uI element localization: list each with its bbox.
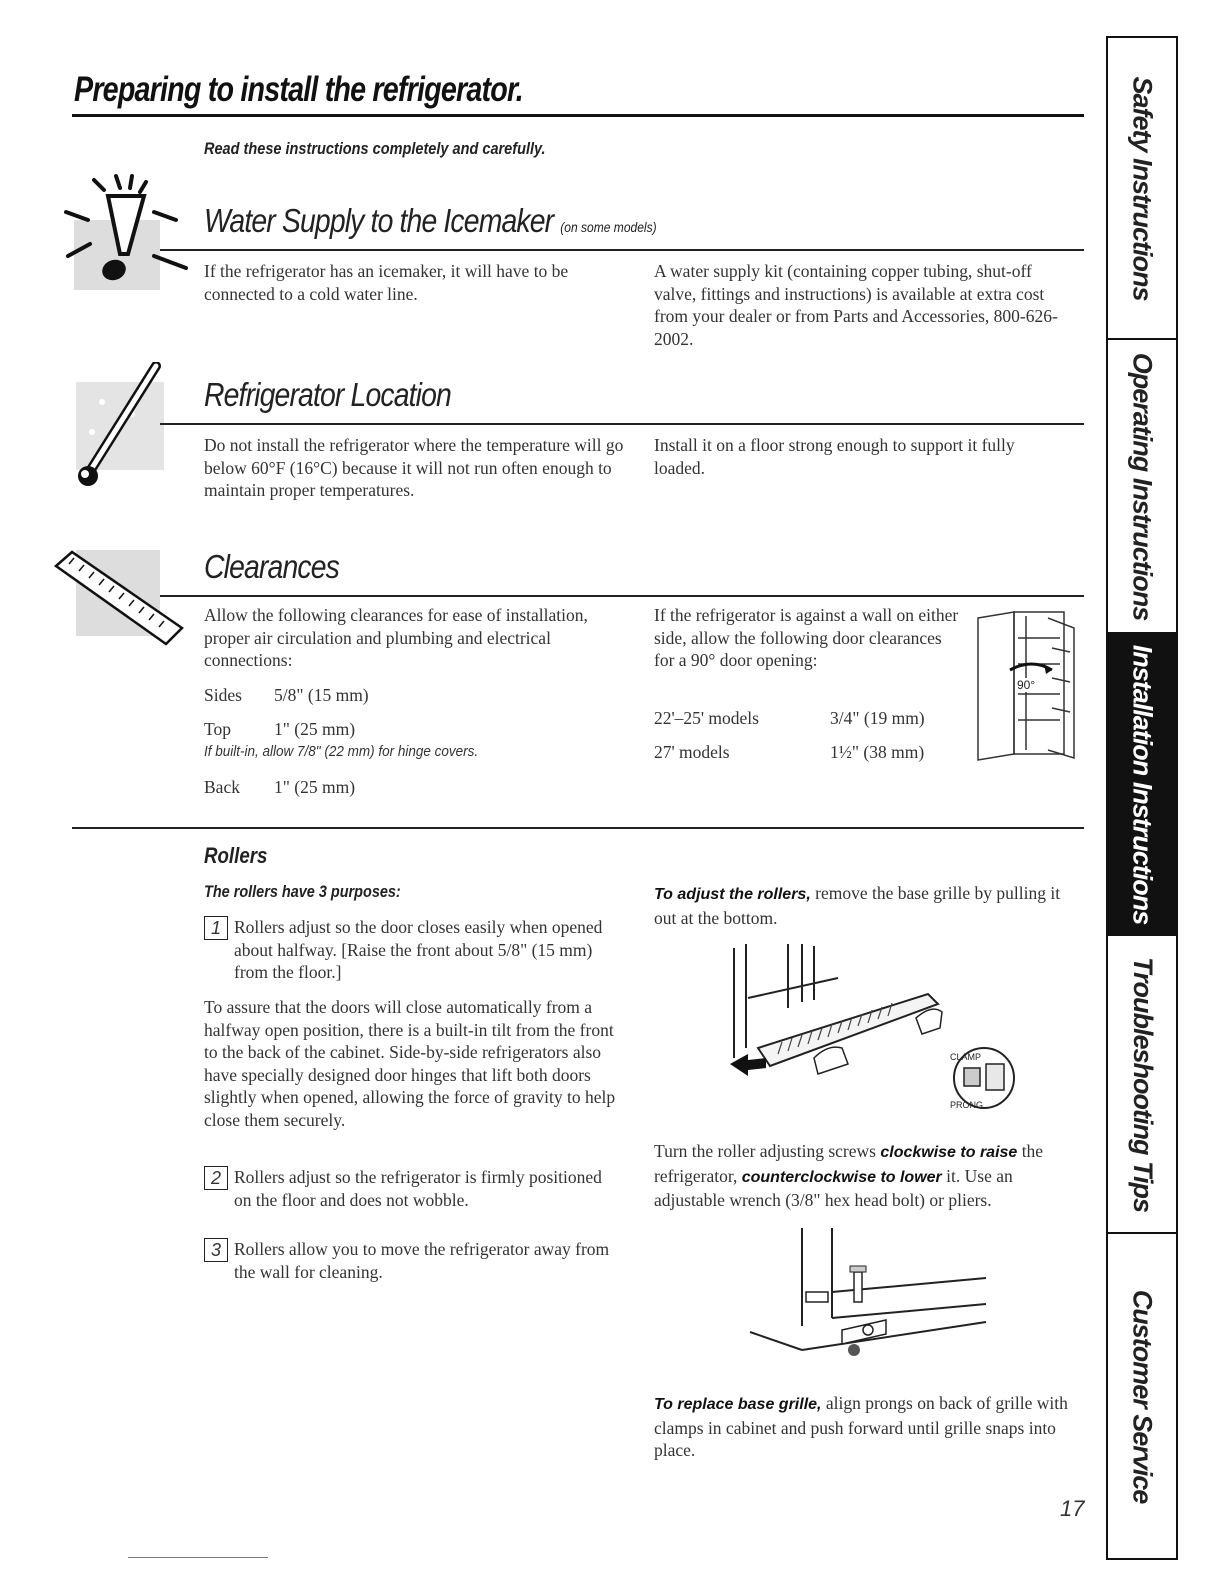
page-title: Preparing to install the refrigerator. (74, 70, 523, 109)
purposes-heading: The rollers have 3 purposes: (204, 882, 401, 901)
clearances-rule (160, 595, 1084, 597)
rollers-rule (72, 827, 1084, 829)
clearances-intro: Allow the following clearances for ease of installation, proper air circulation and plumbing and electrical connections: (204, 605, 588, 670)
turn-counterclockwise: counterclockwise to lower (741, 1168, 942, 1186)
page-subtitle: Read these instructions completely and carefully. (204, 140, 546, 158)
turn-paragraph (654, 1140, 1084, 1212)
turn-text-1: Turn the roller adjusting screws (654, 1141, 881, 1161)
back-label: Back (204, 777, 240, 797)
page-number: 17 (1060, 1496, 1085, 1521)
clearances-heading: Clearances (204, 548, 339, 585)
thermometer-icon (72, 362, 172, 492)
item-number-3: 3 (204, 1238, 228, 1262)
turn-text-3: it. Use an adjustable wrench (3/8" hex head bolt) or pliers. (654, 1165, 1013, 1210)
title-rule (72, 114, 1084, 117)
model-b-value: 1½" (38 mm) (830, 742, 925, 762)
location-left-text: Do not install the refrigerator where the temperature will go below 60°F (16°C) because it will not run often enough to maintain proper temperatures. (204, 435, 624, 500)
tab-troubleshooting-tips[interactable] (1108, 936, 1176, 1234)
clearances-wall-text: If the refrigerator is against a wall on either side, allow the following door clearances for a 90° door opening: (654, 605, 959, 670)
replace-text: align prongs on back of grille with clamps in cabinet and push forward until grille snaps into place. (654, 1393, 1068, 1460)
tab-safety-instructions[interactable] (1108, 38, 1176, 340)
clearance-top-row (204, 718, 355, 741)
location-rule (160, 423, 1084, 425)
location-heading: Refrigerator Location (204, 376, 451, 413)
tab-installation-instructions[interactable] (1108, 634, 1176, 936)
adjust-lead: To adjust the rollers, (654, 886, 811, 903)
prong-label: PRONG (950, 1100, 984, 1110)
turn-clockwise: clockwise to raise (880, 1144, 1018, 1161)
item-text-3: Rollers allow you to move the refrigerator away from the wall for cleaning. (234, 1239, 610, 1282)
sides-label: Sides (204, 685, 242, 705)
top-value: 1" (25 mm) (274, 719, 356, 739)
tab-label: Safety Instructions (1127, 75, 1158, 301)
model-a-value: 3/4" (19 mm) (830, 708, 925, 728)
tilt-paragraph: To assure that the doors will close automatically from a halfway open position, there is a built-in tilt from the front to the back of the cabinet. Side-by-side refrigerators also have specially designed door hinges that lift both doors slightly when opened, allowing the force of gravity to help close them securely. (204, 997, 616, 1130)
water-right-text: A water supply kit (containing copper tubing, shut-off valve, fittings and instructions) is available at extra cost from your dealer or from Parts and Accessories, 800-626-2002. (654, 261, 1058, 349)
roller-screw-illustration (746, 1222, 990, 1364)
clearance-back-row (204, 776, 355, 799)
footer-line (128, 1557, 268, 1558)
replace-lead: To replace base grille, (654, 1396, 822, 1413)
caution-icon (58, 172, 188, 302)
tab-label: Customer Service (1127, 1289, 1158, 1503)
door-clearance-diagram (974, 608, 1080, 764)
water-heading-note: (on some models) (560, 219, 657, 235)
ruler-icon (48, 548, 188, 648)
top-label: Top (204, 719, 231, 739)
model-a-row (654, 707, 925, 730)
item-number-1: 1 (204, 916, 228, 940)
clamp-label: CLAMP (950, 1052, 982, 1062)
adjust-paragraph (654, 882, 1080, 929)
roller-item-3 (204, 1238, 614, 1283)
builtin-note: If built-in, allow 7/8" (22 mm) for hinge covers. (204, 743, 479, 760)
tab-label: Operating Instructions (1127, 352, 1158, 620)
grille-removal-illustration (718, 938, 1020, 1124)
model-b-label: 27' models (654, 742, 730, 762)
replace-paragraph (654, 1392, 1078, 1462)
degree-label: 90° (1017, 678, 1036, 692)
item-number-2: 2 (204, 1166, 228, 1190)
roller-item-1 (204, 916, 614, 984)
water-heading: Water Supply to the Icemaker (on some models) (204, 202, 657, 239)
clearance-sides-row (204, 684, 369, 707)
tab-customer-service[interactable] (1108, 1234, 1176, 1558)
water-rule (160, 249, 1084, 251)
item-text-1: Rollers adjust so the door closes easily when opened about halfway. [Raise the front about 5/8" (15 mm) from the floor.] (234, 917, 603, 982)
roller-item-2 (204, 1166, 614, 1211)
tab-operating-instructions[interactable] (1108, 340, 1176, 634)
tab-label: Installation Instructions (1127, 644, 1158, 924)
item-text-2: Rollers adjust so the refrigerator is firmly positioned on the floor and does not wobble. (234, 1167, 602, 1210)
turn-text-2: the refrigerator, (654, 1141, 1044, 1186)
tab-label: Troubleshooting Tips (1127, 956, 1158, 1212)
adjust-text: remove the base grille by pulling it out at the bottom. (654, 883, 1061, 928)
water-left-text: If the refrigerator has an icemaker, it will have to be connected to a cold water line. (204, 261, 569, 304)
back-value: 1" (25 mm) (274, 777, 356, 797)
sides-value: 5/8" (15 mm) (274, 685, 369, 705)
rollers-heading: Rollers (204, 843, 268, 868)
section-tabs (1106, 36, 1178, 1560)
model-a-label: 22'–25' models (654, 708, 759, 728)
model-b-row (654, 741, 924, 764)
location-right-text: Install it on a floor strong enough to support it fully loaded. (654, 435, 1015, 478)
